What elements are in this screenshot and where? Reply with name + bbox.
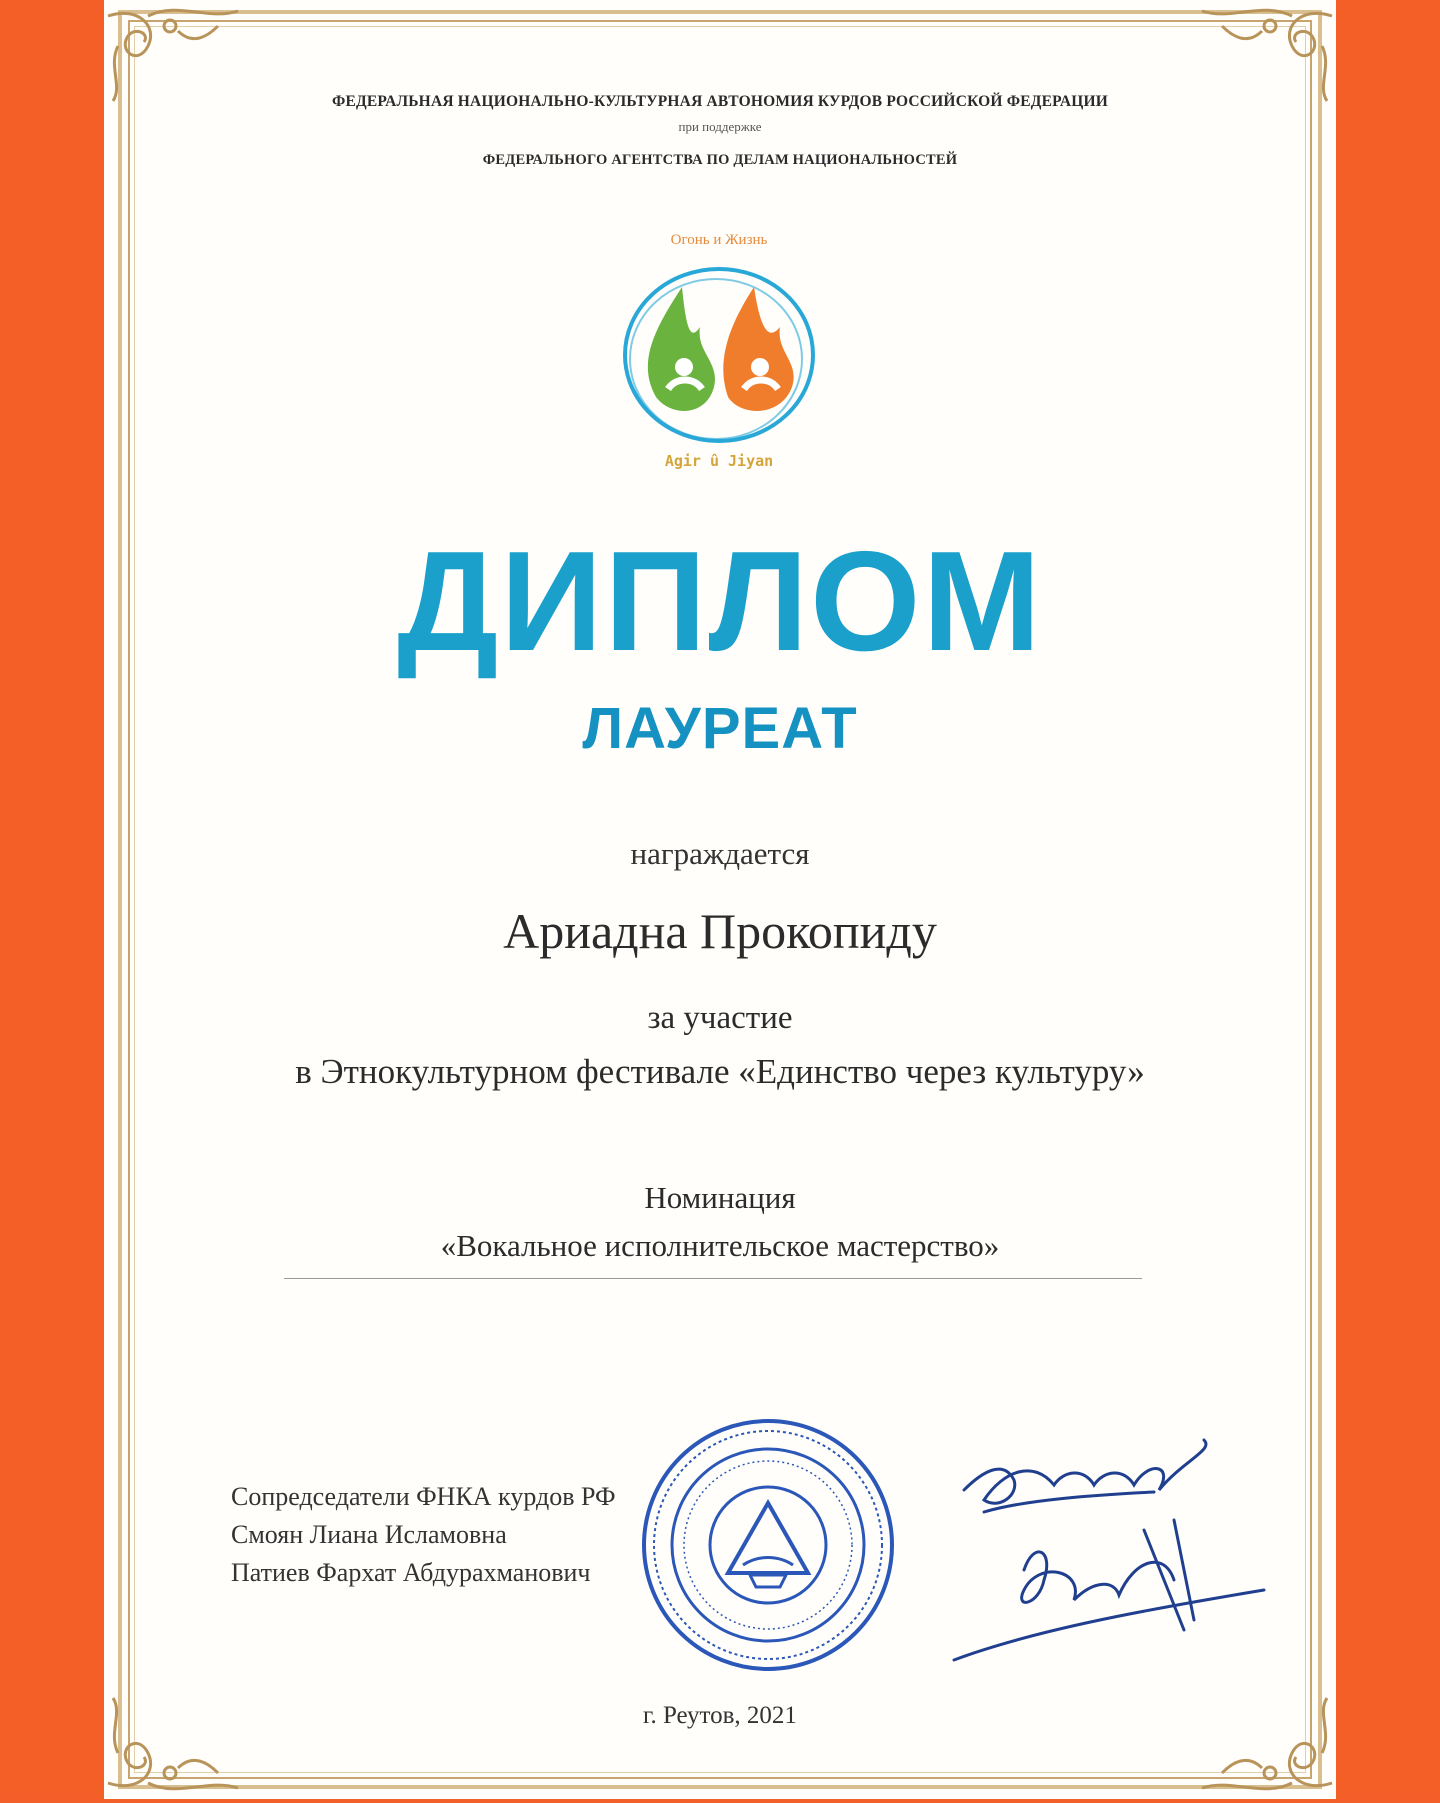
corner-ornament-icon [1192, 0, 1342, 106]
organization-name: ФЕДЕРАЛЬНАЯ НАЦИОНАЛЬНО-КУЛЬТУРНАЯ АВТОНОМИЯ КУРДОВ РОССИЙСКОЙ ФЕДЕРАЦИИ [331, 93, 1109, 110]
signatures-icon [944, 1430, 1274, 1680]
signer-1: Смоян Лиана Исламовна [231, 1520, 507, 1549]
corner-ornament-icon [98, 0, 248, 106]
participation-line1: за участие [647, 1000, 793, 1036]
diploma-sheet [104, 0, 1336, 1799]
signers-block [231, 1478, 616, 1592]
nomination-label: Номинация [644, 1180, 796, 1215]
flames-logo-icon [616, 257, 822, 453]
laureate-subtitle: ЛАУРЕАТ [582, 696, 858, 761]
recipient-name: Ариадна Прокопиду [503, 903, 937, 959]
support-text: при поддержке [678, 119, 762, 134]
festival-logo [604, 232, 834, 482]
signers-title: Сопредседатели ФНКА курдов РФ [231, 1482, 616, 1511]
awarded-text: награждается [630, 836, 810, 871]
diploma-title: ДИПЛОМ [397, 522, 1043, 681]
participation-line2: в Этнокультурном фестивале «Единство через культуру» [295, 1052, 1145, 1091]
logo-bottom-text: Agir û Jiyan [664, 452, 774, 470]
logo-top-text: Огонь и Жизнь [670, 232, 768, 248]
divider-line [284, 1278, 1142, 1279]
agency-name: ФЕДЕРАЛЬНОГО АГЕНТСТВА ПО ДЕЛАМ НАЦИОНАЛЬНОСТЕЙ [482, 152, 958, 168]
right-orange-border [1336, 0, 1440, 1799]
left-orange-border [0, 0, 104, 1799]
official-seal-icon [638, 1415, 898, 1675]
place-date: г. Реутов, 2021 [643, 1702, 797, 1729]
nomination-value: «Вокальное исполнительское мастерство» [440, 1228, 1000, 1263]
signer-2: Патиев Фархат Абдурахманович [231, 1558, 591, 1587]
